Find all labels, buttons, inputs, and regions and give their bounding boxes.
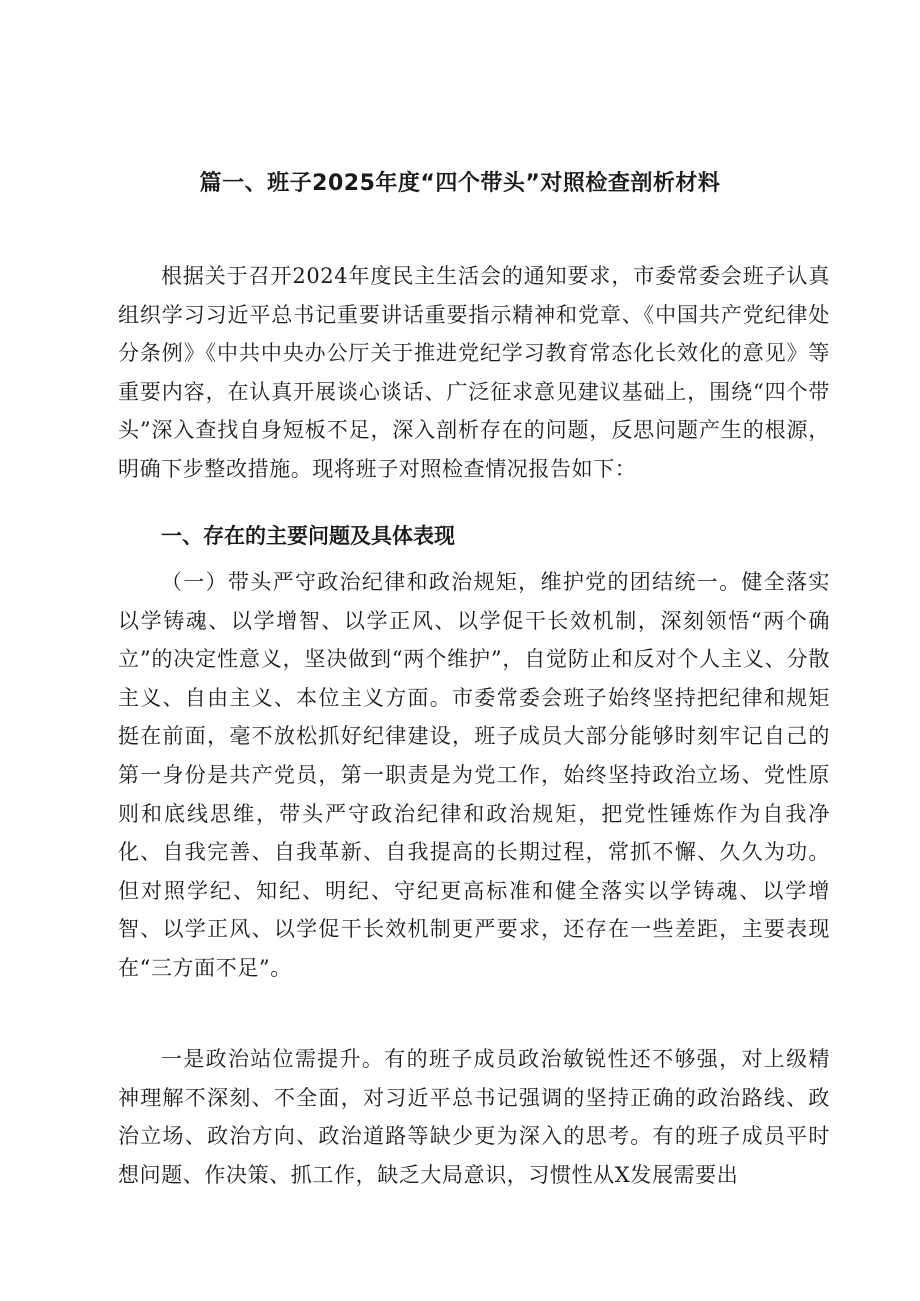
intro-paragraph: 根据关于召开2024年度民主生活会的通知要求，市委常委会班子认真组织学习习近平总书记重要讲话重要指示精神和党章、《中国共产党纪律处分条例》《中共中央办公厅关于推进党纪学习教育常态化长效化的意见》等重要内容，在认真开展谈心谈话、广泛征求意见建议基础上，围绕“四个带头”深入查找自身短板不足，深入剖析存在的问题，反思问题产生的根源，明确下步整改措施。现将班子对照检查情况报告如下：	[118, 264, 830, 481]
section-heading: 一、存在的主要问题及具体表现	[161, 524, 455, 548]
item-paragraph: 一是政治站位需提升。有的班子成员政治敏锐性还不够强，对上级精神理解不深刻、不全面，对习近平总书记强调的坚持正确的政治路线、政治立场、政治方向、政治道路等缺少更为深入的思考。有的班子成员平时想问题、作决策、抓工作，缺乏大局意识，习惯性从X发展需要出	[118, 1047, 830, 1187]
document-title: 篇一、班子2025年度“四个带头”对照检查剖析材料	[199, 171, 721, 196]
subsection-paragraph: （一）带头严守政治纪律和政治规矩，维护党的团结统一。健全落实以学铸魂、以学增智、以学正风、以学促干长效机制，深刻领悟“两个确立”的决定性意义，坚决做到“两个维护”，自觉防止和反对个人主义、分散主义、自由主义、本位主义方面。市委常委会班子始终坚持把纪律和规矩挺在前面，毫不放松抓好纪律建设，班子成员大部分能够时刻牢记自己的第一身份是共产党员，第一职责是为党工作，始终坚持政治立场、党性原则和底线思维，带头严守政治纪律和政治规矩，把党性锤炼作为自我净化、自我完善、自我革新、自我提高的长期过程，常抓不懈、久久为功。但对照学纪、知纪、明纪、守纪更高标准和健全落实以学铸魂、以学增智、以学正风、以学促干长效机制更严要求，还存在一些差距，主要表现在“三方面不足”。	[118, 570, 830, 980]
